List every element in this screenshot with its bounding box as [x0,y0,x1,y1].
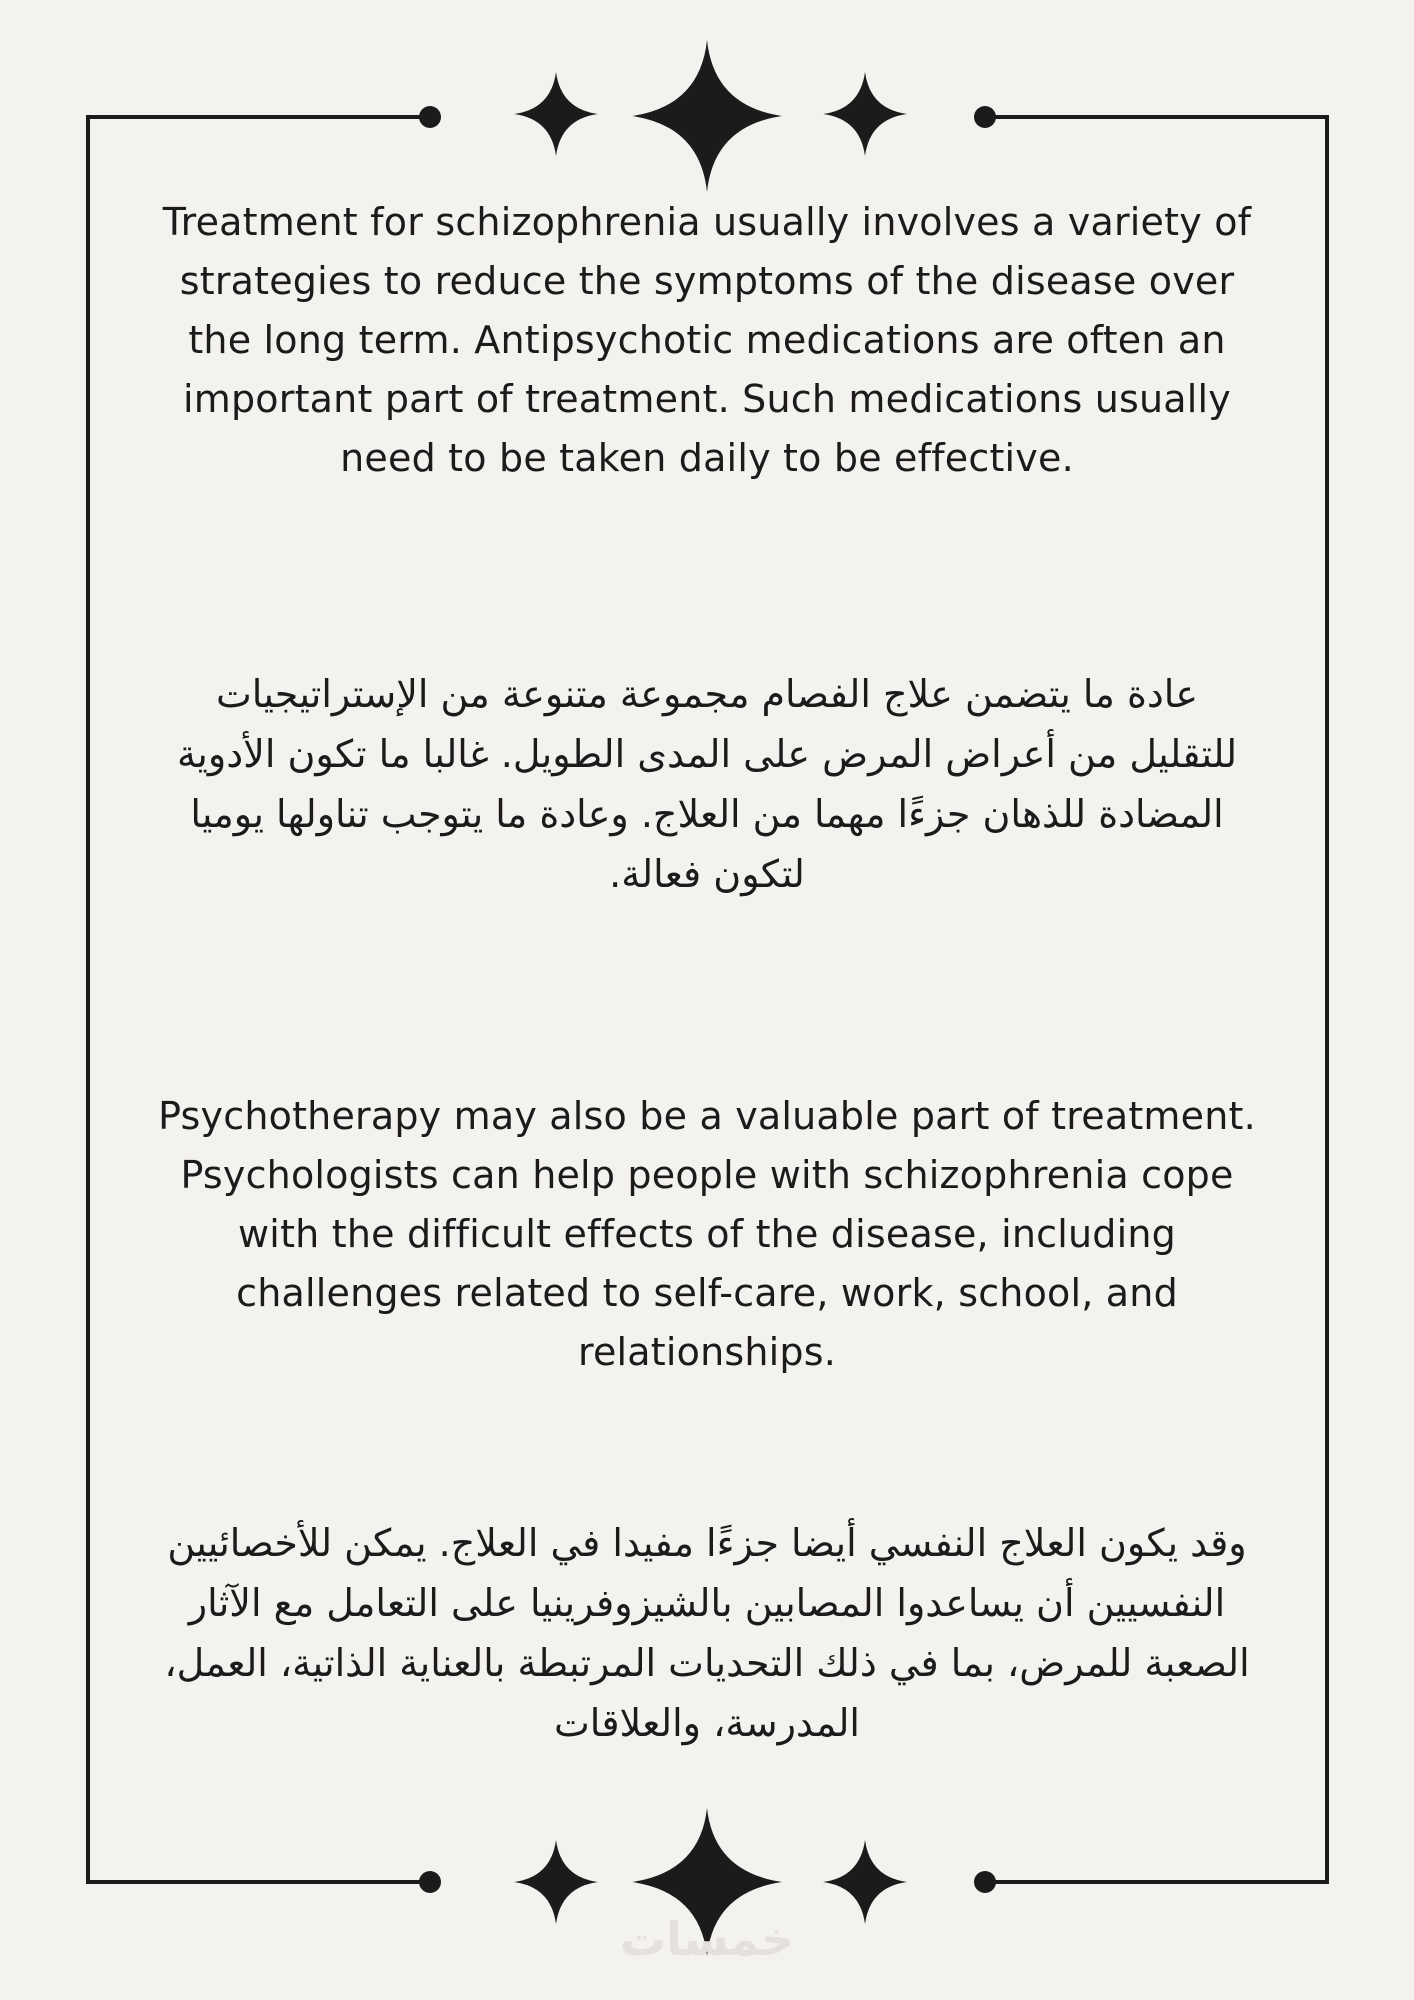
text-line: الصعبة للمرض، بما في ذلك التحديات المرتبطة بالعناية الذاتية، العمل، [164,1641,1250,1685]
text-line: للتقليل من أعراض المرض على المدى الطويل. غالبا ما تكون الأدوية [176,732,1238,776]
dot-icon [419,106,441,128]
watermark: خمسات [619,1912,795,1966]
text-line: المدرسة، والعلاقات [554,1701,860,1745]
text-line: with the difficult effects of the disease, including [238,1212,1176,1256]
paragraph-psychotherapy-en [130,1087,1284,1382]
text-line: Psychologists can help people with schizophrenia cope [180,1153,1234,1197]
dot-icon [974,1871,996,1893]
text-line: Psychotherapy may also be a valuable part of treatment. [158,1094,1256,1138]
text-line: عادة ما يتضمن علاج الفصام مجموعة متنوعة من الإستراتيجيات [215,672,1199,716]
sparkle-icon [514,72,598,156]
dot-icon [974,106,996,128]
text-line: وقد يكون العلاج النفسي أيضا جزءًا مفيدا في العلاج. يمكن للأخصائيين [167,1521,1247,1565]
text-line: النفسيين أن يساعدوا المصابين بالشيزوفرينيا على التعامل مع الآثار [188,1581,1226,1625]
text-line: important part of treatment. Such medications usually [183,377,1231,421]
text-line: relationships. [577,1330,837,1374]
sparkle-icon [632,40,782,192]
text-line: the long term. Antipsychotic medications are often an [188,318,1226,362]
paragraph-treatment-en [130,193,1284,488]
text-line: strategies to reduce the symptoms of the disease over [179,259,1235,303]
text-line: challenges related to self-care, work, school, and [236,1271,1178,1315]
text-line: Treatment for schizophrenia usually involves a variety of [162,200,1252,244]
text-line: المضادة للذهان جزءًا مهما من العلاج. وعادة ما يتوجب تناولها يوميا [190,792,1224,836]
text-line: need to be taken daily to be effective. [340,436,1074,480]
paragraph-psychotherapy-ar [118,1513,1296,1753]
dot-icon [419,1871,441,1893]
text-line: لتكون فعالة. [609,852,805,896]
paragraph-treatment-ar [118,664,1296,904]
sparkle-icon [823,72,907,156]
